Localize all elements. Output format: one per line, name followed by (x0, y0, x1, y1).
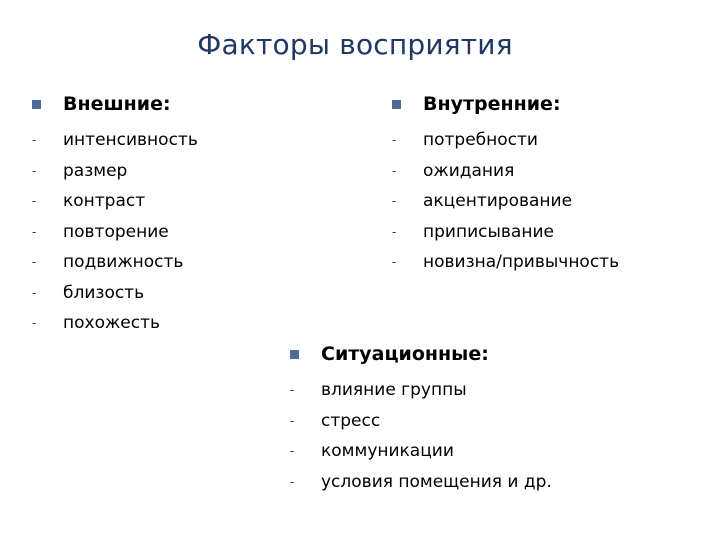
list-item (32, 247, 198, 278)
dash-marker: - (32, 316, 37, 331)
internal-factors-heading (392, 88, 619, 120)
external-factors-group (32, 88, 198, 339)
list-item-text: приписывание (423, 221, 554, 242)
list-item-text: подвижность (63, 252, 184, 273)
list-item (290, 406, 552, 437)
list-item (290, 467, 552, 498)
dash-marker: - (392, 133, 397, 148)
list-item-text: условия помещения и др. (321, 471, 552, 492)
dash-marker: - (32, 194, 37, 209)
list-item-text: влияние группы (321, 380, 467, 401)
list-item-text: потребности (423, 130, 538, 151)
square-bullet-icon (392, 100, 401, 109)
situational-factors-list (290, 375, 552, 497)
list-item (290, 436, 552, 467)
list-item (32, 308, 198, 339)
external-factors-list (32, 125, 198, 339)
list-item (32, 278, 198, 309)
dash-marker: - (32, 285, 37, 300)
list-item-text: размер (63, 160, 128, 181)
dash-marker: - (32, 163, 37, 178)
internal-factors-group (392, 88, 619, 278)
internal-factors-title: Внутренние: (423, 93, 561, 115)
dash-marker: - (290, 444, 295, 459)
list-item (392, 156, 619, 187)
dash-marker: - (32, 224, 37, 239)
list-item-text: близость (63, 282, 145, 303)
dash-marker: - (392, 255, 397, 270)
square-bullet-icon (32, 100, 41, 109)
list-item (290, 375, 552, 406)
square-bullet-icon (290, 350, 299, 359)
internal-factors-list (392, 125, 619, 278)
list-item-text: повторение (63, 221, 169, 242)
list-item-text: новизна/привычность (423, 252, 620, 273)
situational-factors-heading (290, 338, 552, 370)
dash-marker: - (290, 383, 295, 398)
list-item-text: контраст (63, 191, 146, 212)
list-item (32, 125, 198, 156)
list-item (392, 186, 619, 217)
dash-marker: - (392, 194, 397, 209)
list-item (392, 247, 619, 278)
dash-marker: - (290, 413, 295, 428)
external-factors-title: Внешние: (63, 93, 171, 115)
situational-factors-group (290, 338, 552, 497)
list-item-text: интенсивность (63, 130, 198, 151)
list-item (392, 125, 619, 156)
list-item-text: акцентирование (423, 191, 573, 212)
list-item (32, 156, 198, 187)
dash-marker: - (290, 474, 295, 489)
list-item-text: похожесть (63, 313, 161, 334)
situational-factors-title: Ситуационные: (321, 343, 489, 365)
list-item-text: стресс (321, 410, 381, 431)
external-factors-heading (32, 88, 198, 120)
slide-title: Факторы восприятия (197, 28, 513, 61)
dash-marker: - (32, 255, 37, 270)
dash-marker: - (392, 224, 397, 239)
dash-marker: - (392, 163, 397, 178)
dash-marker: - (32, 133, 37, 148)
list-item (32, 217, 198, 248)
list-item-text: ожидания (423, 160, 515, 181)
list-item-text: коммуникации (321, 441, 454, 462)
list-item (392, 217, 619, 248)
list-item (32, 186, 198, 217)
